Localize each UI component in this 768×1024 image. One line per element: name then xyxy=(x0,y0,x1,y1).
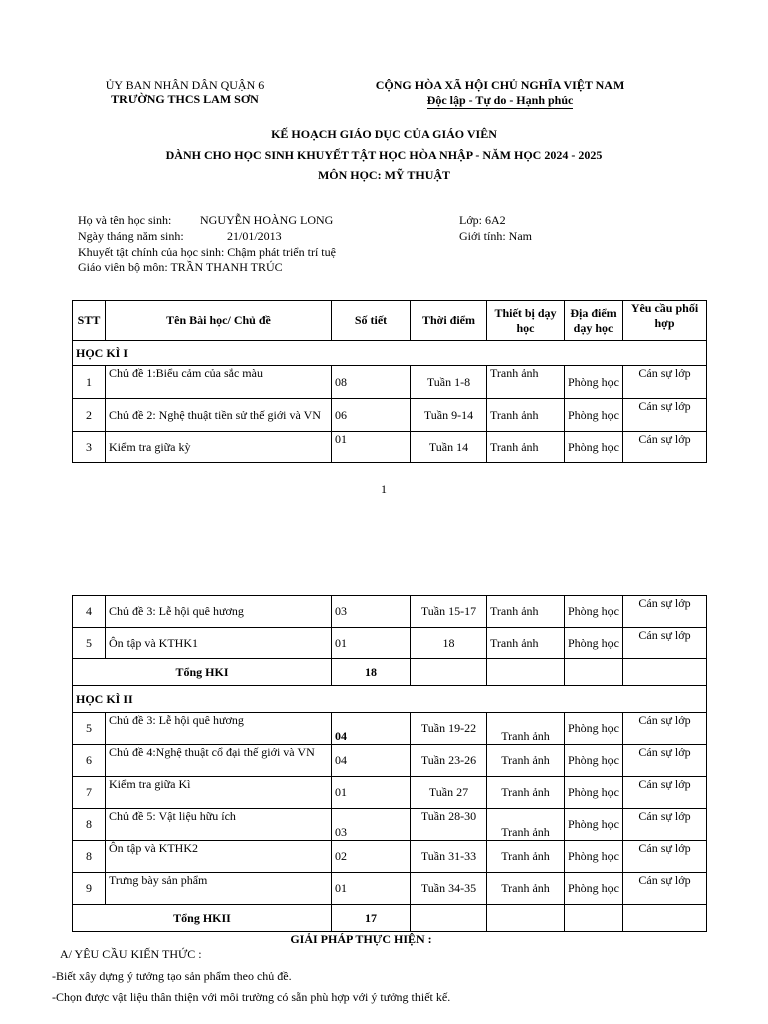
cell-periods: 04 xyxy=(332,713,411,745)
cell-periods: 01 xyxy=(332,432,411,463)
cell-equipment: Tranh ảnh xyxy=(487,745,565,777)
cell-coordination: Cán sự lớp xyxy=(623,713,707,745)
cell-equipment: Tranh ảnh xyxy=(487,777,565,809)
cell-periods: 04 xyxy=(332,745,411,777)
district-committee: ỦY BAN NHÂN DÂN QUẬN 6 xyxy=(105,78,265,92)
header-time: Thời điểm xyxy=(411,301,487,341)
cell-equipment: Tranh ảnh xyxy=(487,366,565,399)
cell-location: Phòng học xyxy=(565,809,623,841)
national-title: CỘNG HÒA XÃ HỘI CHỦ NGHĨA VIỆT NAM xyxy=(375,78,625,92)
cell-location: Phòng học xyxy=(565,596,623,628)
table-row xyxy=(73,399,707,432)
header-periods: Số tiết xyxy=(332,301,411,341)
cell-periods: 06 xyxy=(332,399,411,432)
cell-equipment: Tranh ảnh xyxy=(487,628,565,659)
cell-equipment: Tranh ảnh xyxy=(487,873,565,905)
solutions-item-1: -Biết xây dựng ý tưởng tạo sản phẩm theo chủ đề. xyxy=(52,969,292,983)
national-motto-text: Độc lập - Tự do - Hạnh phúc xyxy=(426,93,574,107)
student-disability: Khuyết tật chính của học sinh: Chậm phát triển trí tuệ xyxy=(78,245,336,259)
solutions-subheading: A/ YÊU CẦU KIẾN THỨC : xyxy=(60,947,202,961)
cell-periods: 03 xyxy=(332,809,411,841)
cell-time: Tuần 28-30 xyxy=(411,809,487,841)
header-stt: STT xyxy=(73,301,106,341)
school-name: TRƯỜNG THCS LAM SƠN xyxy=(111,92,259,106)
cell-coordination: Cán sự lớp xyxy=(623,809,707,841)
cell-lesson: Kiểm tra giữa Kì xyxy=(106,777,332,809)
table-row xyxy=(73,809,707,841)
table-row xyxy=(73,713,707,745)
cell-lesson: Kiểm tra giữa kỳ xyxy=(106,432,332,463)
cell-lesson: Ôn tập và KTHK2 xyxy=(106,841,332,873)
section-row-hk1 xyxy=(73,341,707,366)
header-location: Địa điểm dạy học xyxy=(565,301,623,341)
cell-equipment: Tranh ảnh xyxy=(487,399,565,432)
cell-coordination: Cán sự lớp xyxy=(623,366,707,399)
header-equipment: Thiết bị dạy học xyxy=(487,301,565,341)
cell-coordination: Cán sự lớp xyxy=(623,873,707,905)
cell-location: Phòng học xyxy=(565,777,623,809)
cell-time: Tuần 15-17 xyxy=(411,596,487,628)
doc-title-line2: DÀNH CHO HỌC SINH KHUYẾT TẬT HỌC HÒA NHẬP - NĂM HỌC 2024 - 2025 xyxy=(165,148,603,162)
cell-time: Tuần 14 xyxy=(411,432,487,463)
table-row xyxy=(73,873,707,905)
doc-title-line1: KẾ HOẠCH GIÁO DỤC CỦA GIÁO VIÊN xyxy=(271,127,497,141)
page-number: 1 xyxy=(381,482,387,496)
cell-lesson: Trưng bày sản phẩm xyxy=(106,873,332,905)
cell-coordination: Cán sự lớp xyxy=(623,841,707,873)
cell-location: Phòng học xyxy=(565,366,623,399)
cell-coordination: Cán sự lớp xyxy=(623,745,707,777)
cell-stt: 5 xyxy=(73,713,106,745)
cell-location: Phòng học xyxy=(565,873,623,905)
table-row xyxy=(73,745,707,777)
subject-teacher: Giáo viên bộ môn: TRẦN THANH TRÚC xyxy=(78,260,283,274)
cell-stt: 8 xyxy=(73,809,106,841)
cell-lesson: Chủ đề 4:Nghệ thuật cổ đại thế giới và VN xyxy=(106,745,332,777)
total-hk2-label: Tổng HKII xyxy=(73,905,332,932)
cell-equipment: Tranh ảnh xyxy=(487,713,565,745)
section-hk1-label: HỌC KÌ I xyxy=(73,341,707,366)
table-row xyxy=(73,596,707,628)
cell-location: Phòng học xyxy=(565,399,623,432)
cell-stt: 6 xyxy=(73,745,106,777)
cell-coordination: Cán sự lớp xyxy=(623,432,707,463)
cell-lesson: Chủ đề 5: Vật liệu hữu ích xyxy=(106,809,332,841)
solutions-heading: GIẢI PHÁP THỰC HIỆN : xyxy=(290,932,432,946)
student-name: NGUYỄN HOÀNG LONG xyxy=(200,213,334,227)
cell-time: Tuần 27 xyxy=(411,777,487,809)
cell-coordination: Cán sự lớp xyxy=(623,628,707,659)
cell-periods: 03 xyxy=(332,596,411,628)
cell-location: Phòng học xyxy=(565,841,623,873)
cell-lesson: Chủ đề 3: Lễ hội quê hương xyxy=(106,596,332,628)
cell-time: Tuần 9-14 xyxy=(411,399,487,432)
cell-stt: 4 xyxy=(73,596,106,628)
cell-periods: 01 xyxy=(332,873,411,905)
cell-coordination: Cán sự lớp xyxy=(623,399,707,432)
solutions-item-2: -Chọn được vật liệu thân thiện với môi trường có sẵn phù hợp với ý tưởng thiết kế. xyxy=(52,990,451,1004)
cell-stt: 1 xyxy=(73,366,106,399)
cell-lesson: Chủ đề 1:Biểu cảm của sắc màu xyxy=(106,366,332,399)
total-hk1-value: 18 xyxy=(332,659,411,686)
cell-coordination: Cán sự lớp xyxy=(623,777,707,809)
student-class: Lớp: 6A2 xyxy=(459,213,506,227)
total-hk1-label: Tổng HKI xyxy=(73,659,332,686)
section-hk2-label: HỌC KÌ II xyxy=(73,686,707,713)
cell-periods: 08 xyxy=(332,366,411,399)
table-row xyxy=(73,628,707,659)
cell-time: Tuần 19-22 xyxy=(411,713,487,745)
cell-time: 18 xyxy=(411,628,487,659)
cell-lesson: Chủ đề 2: Nghệ thuật tiền sử thế giới và VN xyxy=(106,399,332,432)
total-hk2-value: 17 xyxy=(332,905,411,932)
section-row-hk2 xyxy=(73,686,707,713)
table-header-row xyxy=(73,301,707,341)
cell-stt: 2 xyxy=(73,399,106,432)
cell-time: Tuần 23-26 xyxy=(411,745,487,777)
table-row xyxy=(73,777,707,809)
plan-table-page2 xyxy=(72,595,707,932)
cell-lesson: Ôn tập và KTHK1 xyxy=(106,628,332,659)
total-row-hk2 xyxy=(73,905,707,932)
cell-coordination: Cán sự lớp xyxy=(623,596,707,628)
table-row xyxy=(73,841,707,873)
student-name-label: Họ và tên học sinh: xyxy=(78,213,172,227)
doc-title-line3: MÔN HỌC: MỸ THUẬT xyxy=(317,168,451,182)
cell-periods: 01 xyxy=(332,628,411,659)
cell-equipment: Tranh ảnh xyxy=(487,596,565,628)
table-row xyxy=(73,432,707,463)
cell-stt: 3 xyxy=(73,432,106,463)
cell-location: Phòng học xyxy=(565,713,623,745)
cell-stt: 5 xyxy=(73,628,106,659)
national-motto xyxy=(340,93,660,108)
cell-equipment: Tranh ảnh xyxy=(487,432,565,463)
cell-time: Tuần 1-8 xyxy=(411,366,487,399)
cell-stt: 9 xyxy=(73,873,106,905)
student-gender: Giới tính: Nam xyxy=(459,229,533,243)
cell-location: Phòng học xyxy=(565,628,623,659)
cell-location: Phòng học xyxy=(565,432,623,463)
cell-stt: 8 xyxy=(73,841,106,873)
cell-equipment: Tranh ảnh xyxy=(487,809,565,841)
cell-periods: 01 xyxy=(332,777,411,809)
cell-time: Tuần 34-35 xyxy=(411,873,487,905)
plan-table-page1 xyxy=(72,300,707,463)
header-coordination: Yêu cầu phối hợp xyxy=(623,301,707,341)
table-row xyxy=(73,366,707,399)
cell-equipment: Tranh ảnh xyxy=(487,841,565,873)
total-row-hk1 xyxy=(73,659,707,686)
cell-periods: 02 xyxy=(332,841,411,873)
cell-stt: 7 xyxy=(73,777,106,809)
student-dob-label: Ngày tháng năm sinh: xyxy=(78,229,184,243)
cell-time: Tuần 31-33 xyxy=(411,841,487,873)
cell-lesson: Chủ đề 3: Lễ hội quê hương xyxy=(106,713,332,745)
header-lesson: Tên Bài học/ Chủ đề xyxy=(106,301,332,341)
cell-location: Phòng học xyxy=(565,745,623,777)
student-dob: 21/01/2013 xyxy=(227,229,282,243)
